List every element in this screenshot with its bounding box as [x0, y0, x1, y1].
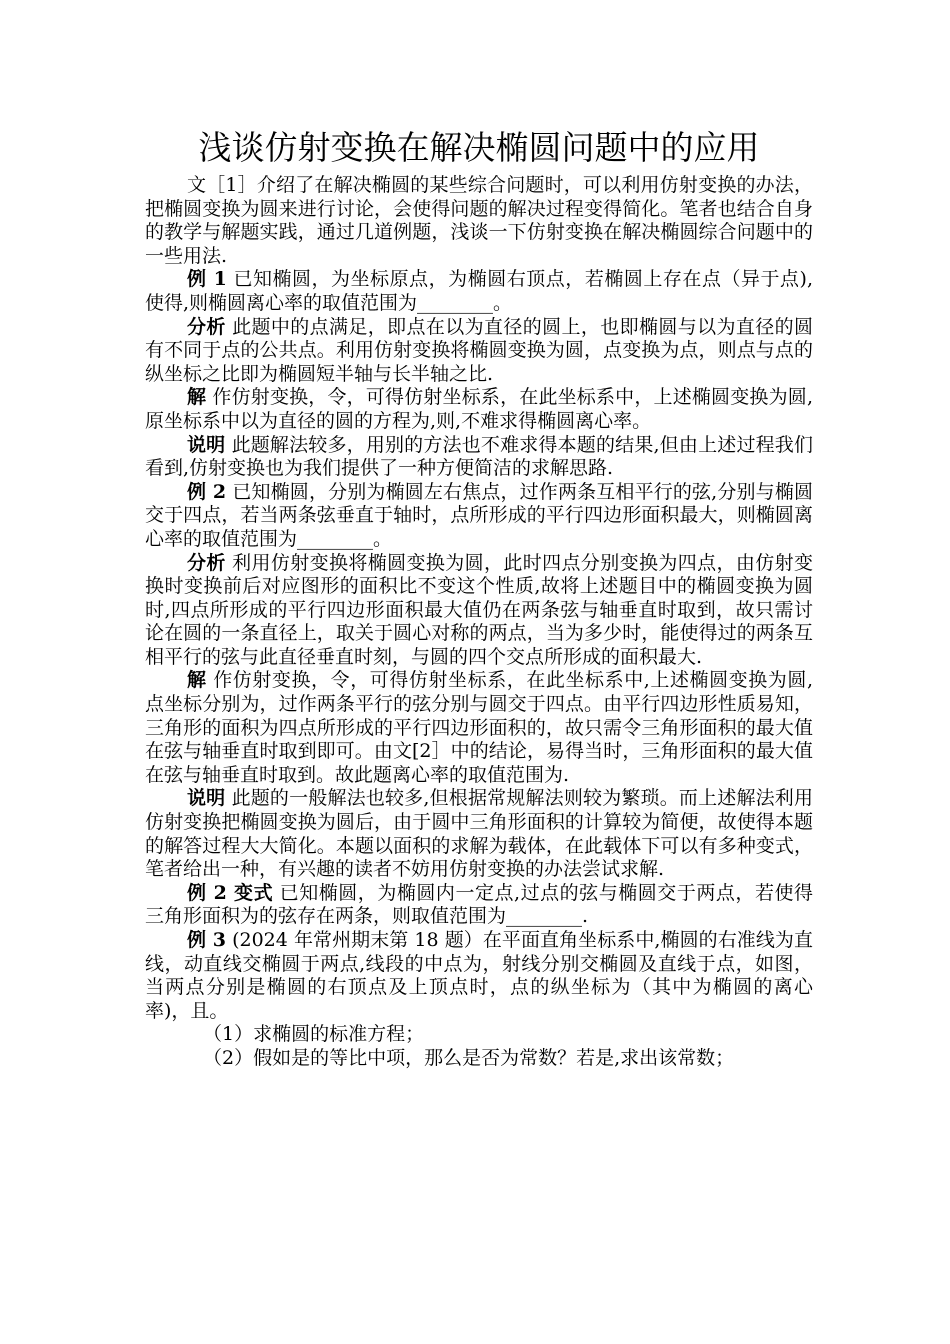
paragraph-label: 分析 — [187, 315, 226, 338]
question-item-1: （1）求椭圆的标准方程； — [203, 1023, 425, 1046]
paragraph-text: 利用仿射变换将椭圆变换为圆，此时四点分别变换为四点，由仿射变换时变换前后对应图形的面积比不变这个性质,故将上述题目中的椭圆变换为圆时,四点所形成的平行四边形面积最大值仍在两条弦与轴垂直时取到，故只需讨论在圆的一条直径上，取关于圆心对称的两点，当为多少时，能使得过的两条互相平行的弦与此直径垂直时刻，与圆的四个交点所形成的面积最大. — [145, 551, 813, 668]
example-2-variant-paragraph — [145, 882, 813, 929]
paragraph-label: 分析 — [187, 551, 226, 574]
paragraph-label: 例 3 — [187, 929, 226, 951]
paragraph-text: 作仿射变换，令，可得仿射坐标系，在此坐标系中，上述椭圆变换为圆,原坐标系中以为直径的圆的方程为,则,不难求得椭圆离心率。 — [145, 386, 813, 432]
paragraph-text: 此题的一般解法也较多,但根据常规解法则较为繁琐。而上述解法利用仿射变换把椭圆变换为圆后，由于圆中三角形面积的计算较为简便，故使得本题的解答过程大大简化。本题以面积的求解为载体，在此载体下可以有多种变式，笔者给出一种，有兴趣的读者不妨用仿射变换的办法尝试求解. — [145, 787, 813, 881]
example-1-paragraph — [145, 268, 813, 315]
paragraph-label: 解 — [187, 386, 207, 409]
paragraph-text: (2024 年常州期末第 18 题）在平面直角坐标系中,椭圆的右准线为直线，动直线交椭圆于两点,线段的中点为，射线分别交椭圆及直线于点，如图，当两点分别是椭圆的右顶点及上顶点时，点的纵坐标为（其中为椭圆的离心率)，且。 — [145, 929, 813, 1022]
analysis-1-paragraph — [145, 316, 813, 387]
example-3-paragraph — [145, 929, 813, 1023]
paragraph-label: 说明 — [187, 433, 226, 456]
paragraph-label: 解 — [187, 669, 207, 692]
document-page — [145, 126, 813, 1071]
paragraph-text: 此题中的点满足，即点在以为直径的圆上，也即椭圆与以为直径的圆有不同于点的公共点。利用仿射变换将椭圆变换为圆，点变换为点，则点与点的纵坐标之比即为椭圆短半轴与长半轴之比. — [145, 315, 813, 385]
example-2-paragraph — [145, 481, 813, 552]
paragraph-label: 例 2 变式 — [187, 881, 274, 904]
paragraph-label: 例 1 — [187, 268, 227, 291]
solution-2-paragraph — [145, 669, 813, 787]
solution-1-paragraph — [145, 386, 813, 433]
paragraph-label: 说明 — [187, 787, 226, 810]
paragraph-text: 作仿射变换，令，可得仿射坐标系，在此坐标系中,上述椭圆变换为圆,点坐标分别为，过作两条平行的弦分别与圆交于四点。由平行四边形性质易知，三角形的面积为四点所形成的平行四边形面积的，故只需令三角形面积的最大值在弦与轴垂直时取到即可。由文[2］中的结论，易得当时，三角形面积的最大值在弦与轴垂直时取到。故此题离心率的取值范围为. — [145, 669, 813, 786]
analysis-2-paragraph — [145, 552, 813, 670]
paragraph-text: 已知椭圆，为椭圆内一定点,过点的弦与椭圆交于两点，若使得三角形面积为的弦存在两条，则取值范围为________. — [145, 881, 813, 928]
note-1-paragraph — [145, 434, 813, 481]
paragraph-label: 例 2 — [187, 480, 227, 503]
paragraph-text: 已知椭圆，为坐标原点，为椭圆右顶点，若椭圆上存在点（异于点),使得,则椭圆离心率的取值范围为________。 — [145, 268, 813, 314]
question-item-2: （2）假如是的等比中项，那么是否为常数？若是,求出该常数； — [203, 1046, 735, 1069]
paragraph-text: 此题解法较多，用别的方法也不难求得本题的结果,但由上述过程我们看到,仿射变换也为我们提供了一种方便简洁的求解思路. — [145, 433, 813, 480]
paragraph-text: 已知椭圆，分别为椭圆左右焦点，过作两条互相平行的弦,分别与椭圆交于四点，若当两条弦垂直于轴时，点所形成的平行四边形面积最大，则椭圆离心率的取值范围为________。 — [145, 480, 813, 550]
intro-text: 文［1］介绍了在解决椭圆的某些综合问题时，可以利用仿射变换的办法，把椭圆变换为圆来进行讨论，会使得问题的解决过程变得简化。笔者也结合自身的教学与解题实践，通过几道例题，浅谈一下仿射变换在解决椭圆综合问题中的一些用法. — [145, 174, 813, 267]
document-title: 浅谈仿射变换在解决椭圆问题中的应用 — [198, 128, 760, 167]
note-2-paragraph — [145, 787, 813, 881]
intro-paragraph — [145, 174, 813, 268]
